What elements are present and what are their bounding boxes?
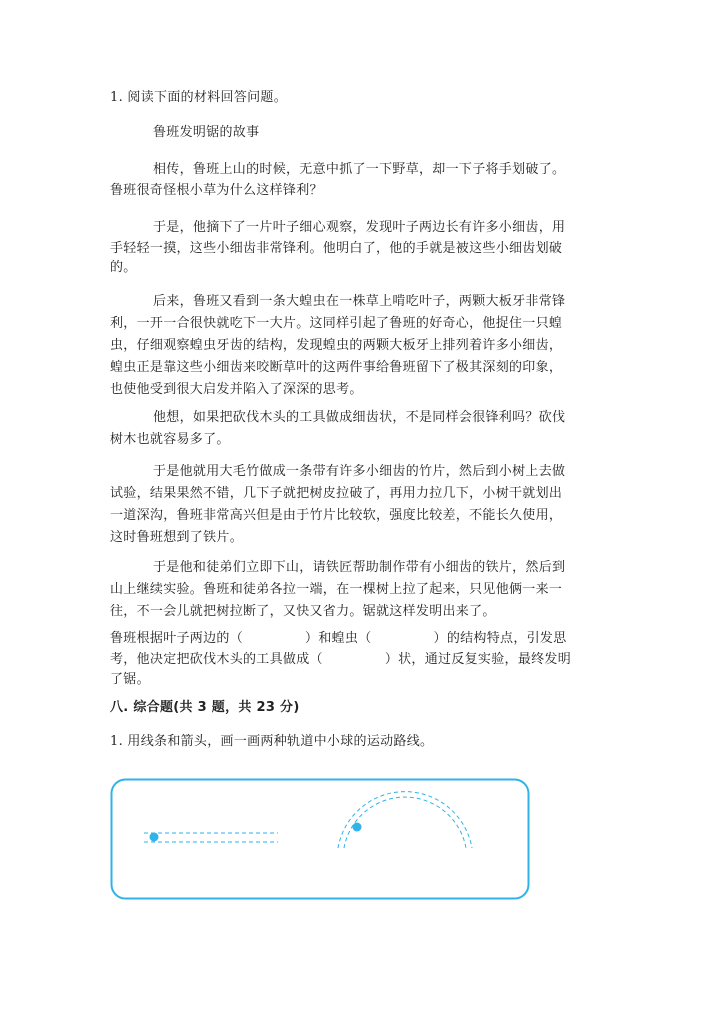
diagram-frame: [112, 780, 529, 899]
story-title: 鲁班发明锯的故事: [153, 125, 260, 140]
ball-straight: [150, 833, 159, 842]
fill-text-b2: ）状，通过反复实验，最终发明: [384, 652, 572, 667]
fill-text-b1: 考，他决定把砍伐木头的工具做成（: [110, 652, 323, 667]
curved-track: [338, 792, 472, 848]
straight-track: [144, 833, 278, 842]
question-2-prompt: 1. 用线条和箭头，画一画两种轨道中小球的运动路线。: [110, 734, 434, 749]
fill-text-a1: 鲁班根据叶子两边的（: [110, 631, 244, 646]
question-1-prompt: 1. 阅读下面的材料回答问题。: [110, 90, 288, 105]
fill-text-a3: ）的结构特点，引发思: [433, 631, 567, 646]
section-heading: 八. 综合题(共 3 题，共 23 分): [110, 700, 300, 715]
ball-curved: [353, 823, 362, 832]
track-diagram: [110, 778, 530, 900]
fill-text-a2: ）和蝗虫（: [305, 631, 372, 646]
fill-text-c1: 了锯。: [110, 672, 150, 687]
